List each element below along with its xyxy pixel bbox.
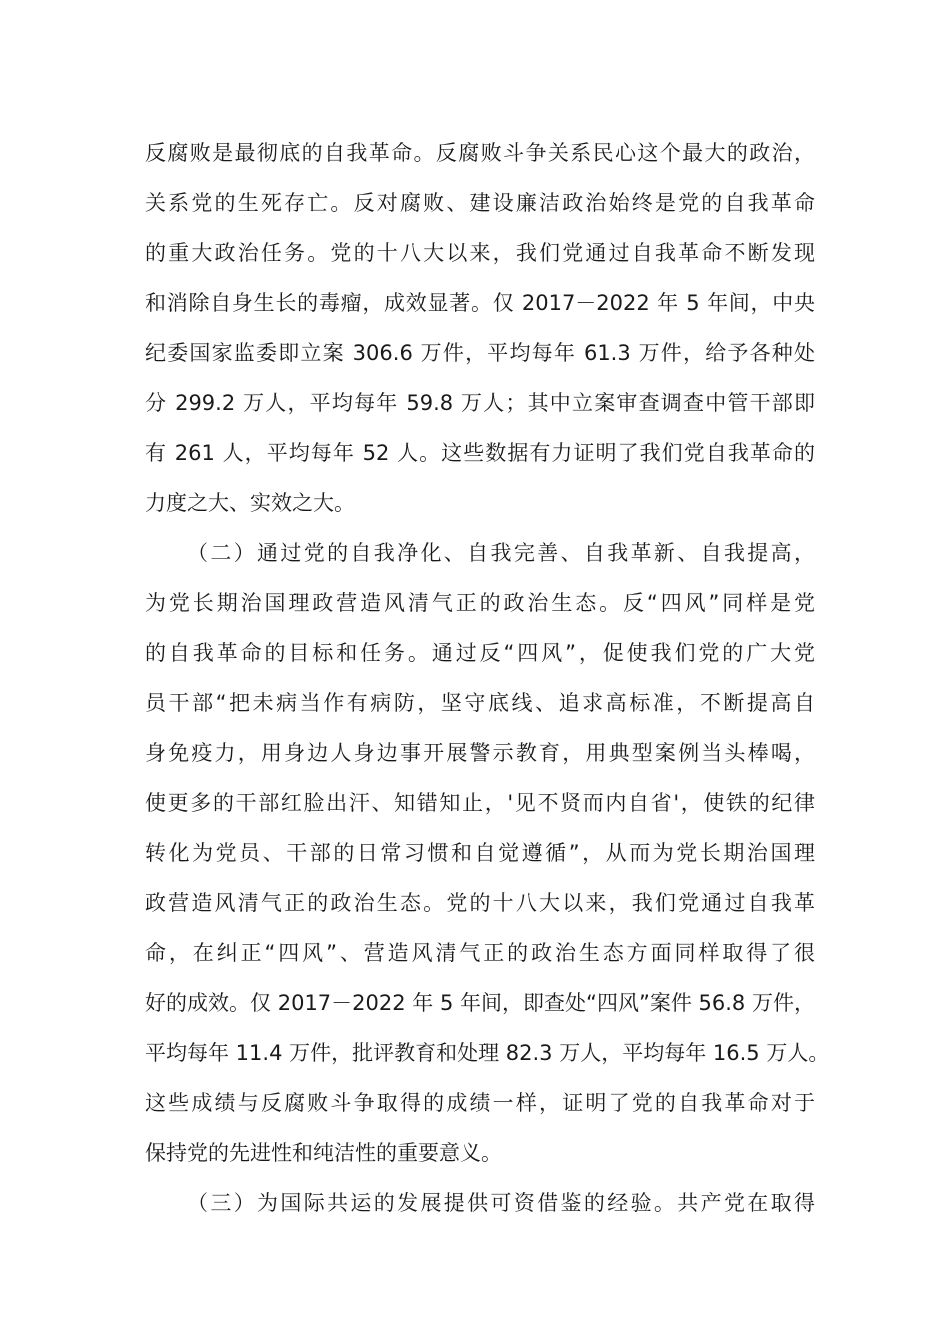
text-line: 关系党的生死存亡。反对腐败、建设廉洁政治始终是党的自我革命 [145,191,815,215]
text-line: 命，在纠正“四风”、营造风清气正的政治生态方面同样取得了很 [145,941,815,965]
text-line: 纪委国家监委即立案 306.6 万件，平均每年 61.3 万件，给予各种处 [145,341,815,365]
text-line: 有 261 人，平均每年 52 人。这些数据有力证明了我们党自我革命的 [145,441,815,465]
text-line: 转化为党员、干部的日常习惯和自觉遵循”，从而为党长期治国理 [145,841,815,865]
text-line: 的自我革命的目标和任务。通过反“四风”，促使我们党的广大党 [145,641,815,665]
text-line: 员干部“把未病当作有病防，坚守底线、追求高标准，不断提高自 [145,691,815,715]
document-body [145,128,830,1228]
text-line: 好的成效。仅 2017－2022 年 5 年间，即查处“四风”案件 56.8 万件， [145,991,815,1015]
section-heading-line: （二）通过党的自我净化、自我完善、自我革新、自我提高， [187,541,815,565]
text-line: 保持党的先进性和纯洁性的重要意义。 [145,1141,502,1165]
paragraph-section-three [145,1178,815,1228]
text-line: 这些成绩与反腐败斗争取得的成绩一样，证明了党的自我革命对于 [145,1091,815,1115]
text-line: 为党长期治国理政营造风清气正的政治生态。反“四风”同样是党 [145,591,815,615]
text-line: 分 299.2 万人，平均每年 59.8 万人；其中立案审查调查中管干部即 [145,391,815,415]
paragraph-section-two [145,528,830,1178]
text-line: 政营造风清气正的政治生态。党的十八大以来，我们党通过自我革 [145,891,815,915]
paragraph-anti-corruption [145,128,815,528]
text-line: 身免疫力，用身边人身边事开展警示教育，用典型案例当头棒喝， [145,741,815,765]
text-line: 反腐败是最彻底的自我革命。反腐败斗争关系民心这个最大的政治， [145,141,815,165]
text-line: 使更多的干部红脸出汗、知错知止，'见不贤而内自省'，使铁的纪律 [145,791,815,815]
section-heading-line: （三）为国际共运的发展提供可资借鉴的经验。共产党在取得 [187,1191,815,1215]
text-line: 平均每年 11.4 万件，批评教育和处理 82.3 万人，平均每年 16.5 万人。 [145,1041,830,1065]
text-line: 和消除自身生长的毒瘤，成效显著。仅 2017－2022 年 5 年间，中央 [145,291,815,315]
text-line: 的重大政治任务。党的十八大以来，我们党通过自我革命不断发现 [145,241,815,265]
text-line: 力度之大、实效之大。 [145,491,355,515]
